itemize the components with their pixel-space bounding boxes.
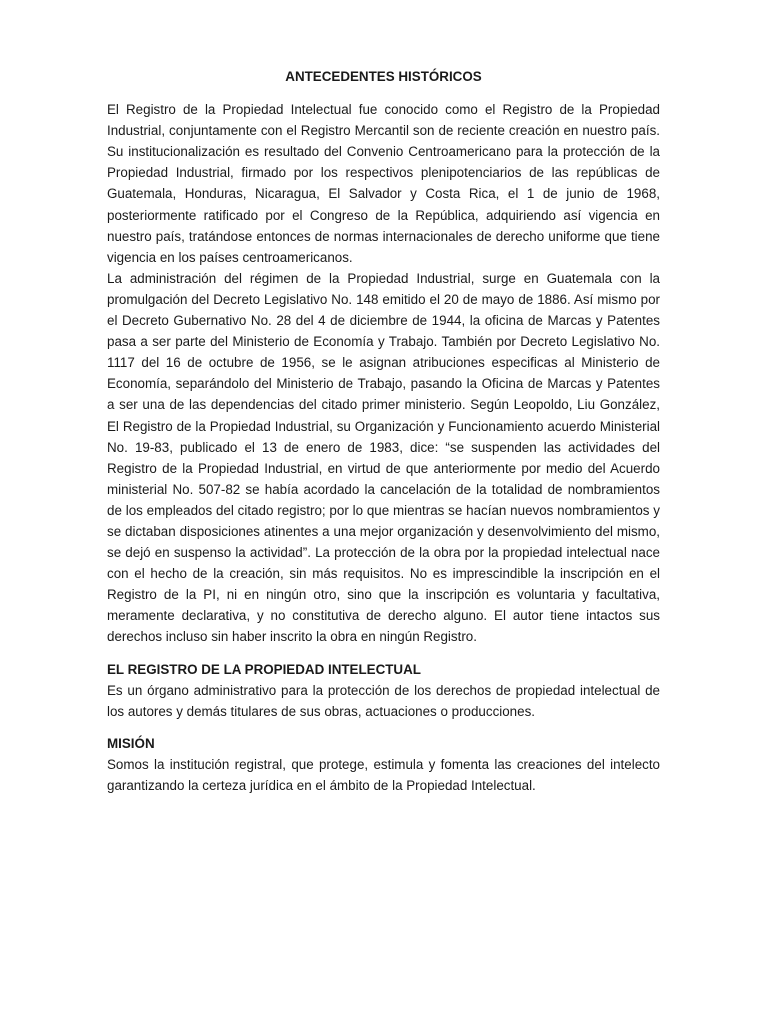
section-body-registro: Es un órgano administrativo para la protección de los derechos de propiedad intelectual de los autores y demás titulares de sus obras, actuaciones o producciones. [107, 682, 660, 719]
paragraph-history-intro: El Registro de la Propiedad Intelectual fue conocido como el Registro de la Propiedad Industrial, conjuntamente con el Registro Mercantil son de reciente creación en nuestro país. Su institucionalización es resultado del Convenio Centroamericano para la protección de la Propiedad Industrial, firmado por los respectivos plenipotenciarios de las repúblicas de Guatemala, Honduras, Nicaragua, El Salvador y Costa Rica, el 1 de junio de 1968, posteriormente ratificado por el Congreso de la República, adquiriendo así vigencia en nuestro país, tratándose entonces de normas internacionales de derecho uniforme que tiene vigencia en los países centroamericanos. [107, 102, 660, 265]
document-title: ANTECEDENTES HISTÓRICOS [285, 69, 482, 84]
section-heading-mision: MISIÓN [107, 735, 155, 751]
section-heading-registro: EL REGISTRO DE LA PROPIEDAD INTELECTUAL [107, 661, 421, 677]
document-page [107, 66, 660, 796]
section-body-mision: Somos la institución registral, que protege, estimula y fomenta las creaciones del intelecto garantizando la certeza jurídica en el ámbito de la Propiedad Intelectual. [107, 756, 660, 793]
paragraph-history-administration: La administración del régimen de la Propiedad Industrial, surge en Guatemala con la promulgación del Decreto Legislativo No. 148 emitido el 20 de mayo de 1886. Así mismo por el Decreto Gubernativo No. 28 del 4 de diciembre de 1944, la oficina de Marcas y Patentes pasa a ser parte del Ministerio de Economía y Trabajo. También por Decreto Legislativo No. 1117 del 16 de octubre de 1956, se le asignan atribuciones especificas al Ministerio de Economía, separándolo del Ministerio de Trabajo, pasando la Oficina de Marcas y Patentes a ser una de las dependencias del citado primer ministerio. Según Leopoldo, Liu González, El Registro de la Propiedad Industrial, su Organización y Funcionamiento acuerdo Ministerial No. 19-83, publicado el 13 de enero de 1983, dice: “se suspenden las actividades del Registro de la Propiedad Industrial, en virtud de que anteriormente por medio del Acuerdo ministerial No. 507-82 se había acordado la cancelación de la totalidad de nombramientos de los empleados del citado registro; por lo que mientras se hacían nuevos nombramientos y se dictaban disposiciones atinentes a una mejor organización y desenvolvimiento del mismo, se dejó en suspenso la actividad”. La protección de la obra por la propiedad intelectual nace con el hecho de la creación, sin más requisitos. No es imprescindible la inscripción en el Registro de la PI, ni en ningún otro, sino que la inscripción es voluntaria y facultativa, meramente declarativa, y no constitutiva de derecho alguno. El autor tiene intactos sus derechos incluso sin haber inscrito la obra en ningún Registro. [107, 270, 660, 645]
